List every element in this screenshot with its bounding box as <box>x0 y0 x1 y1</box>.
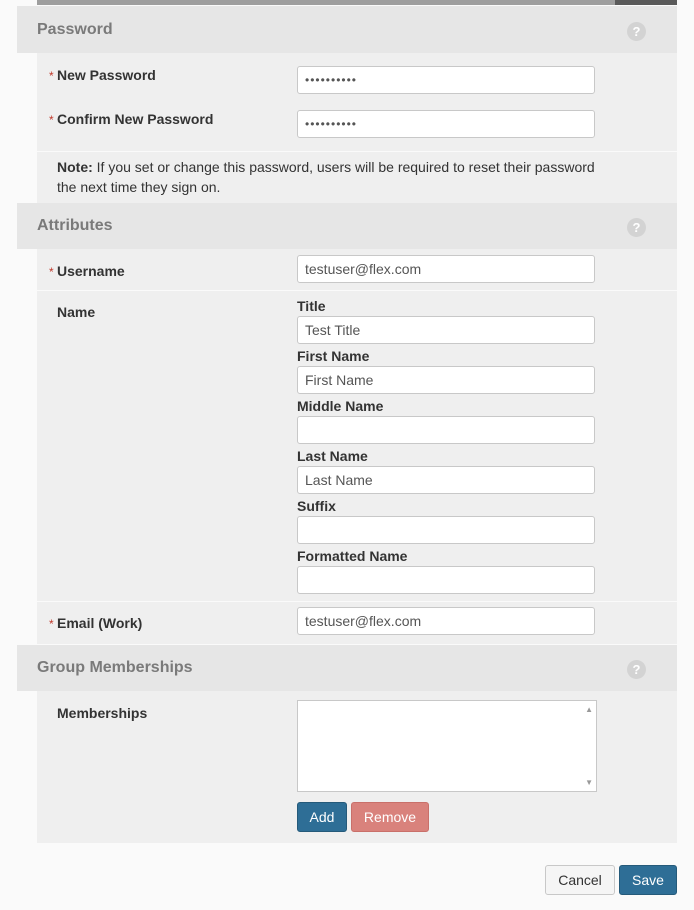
last-name-label: Last Name <box>297 448 368 464</box>
required-marker: * <box>49 113 54 127</box>
cancel-button[interactable]: Cancel <box>545 865 615 895</box>
suffix-label: Suffix <box>297 498 336 514</box>
note-prefix: Note: <box>57 159 93 175</box>
question-circle-icon[interactable]: ? <box>627 218 646 237</box>
username-label: Username <box>57 263 125 279</box>
required-marker: * <box>49 265 54 279</box>
attributes-section-header <box>17 203 677 249</box>
password-section-title: Password <box>37 21 113 38</box>
triangle-down-icon[interactable]: ▼ <box>585 778 593 787</box>
email-input[interactable] <box>297 607 595 635</box>
confirm-password-label: Confirm New Password <box>57 111 214 127</box>
password-note <box>57 157 617 197</box>
formatted-name-input[interactable] <box>297 566 595 594</box>
username-input[interactable] <box>297 255 595 283</box>
groups-section-header <box>17 645 677 691</box>
first-name-input[interactable] <box>297 366 595 394</box>
note-text: If you set or change this password, users will be required to reset their password the next time they sign on. <box>57 159 595 195</box>
title-input[interactable] <box>297 316 595 344</box>
confirm-password-input[interactable] <box>297 110 595 138</box>
memberships-listbox[interactable] <box>297 700 597 792</box>
groups-section-title: Group Memberships <box>37 659 193 676</box>
password-section-header <box>17 6 677 53</box>
question-circle-icon[interactable]: ? <box>627 22 646 41</box>
triangle-up-icon[interactable]: ▲ <box>585 705 593 714</box>
new-password-label: New Password <box>57 67 156 83</box>
memberships-label: Memberships <box>57 705 148 721</box>
middle-name-input[interactable] <box>297 416 595 444</box>
formatted-name-label: Formatted Name <box>297 548 408 564</box>
last-name-input[interactable] <box>297 466 595 494</box>
attributes-section-title: Attributes <box>37 217 113 234</box>
save-button[interactable]: Save <box>619 865 677 895</box>
top-tab-strip-active <box>615 0 677 5</box>
suffix-input[interactable] <box>297 516 595 544</box>
remove-button[interactable]: Remove <box>351 802 429 832</box>
top-tab-strip <box>37 0 615 5</box>
new-password-input[interactable] <box>297 66 595 94</box>
required-marker: * <box>49 617 54 631</box>
middle-name-label: Middle Name <box>297 398 384 414</box>
name-label: Name <box>57 304 96 320</box>
title-label: Title <box>297 298 326 314</box>
first-name-label: First Name <box>297 348 370 364</box>
email-label: Email (Work) <box>57 615 143 631</box>
question-circle-icon[interactable]: ? <box>627 660 646 679</box>
required-marker: * <box>49 69 54 83</box>
add-button[interactable]: Add <box>297 802 347 832</box>
